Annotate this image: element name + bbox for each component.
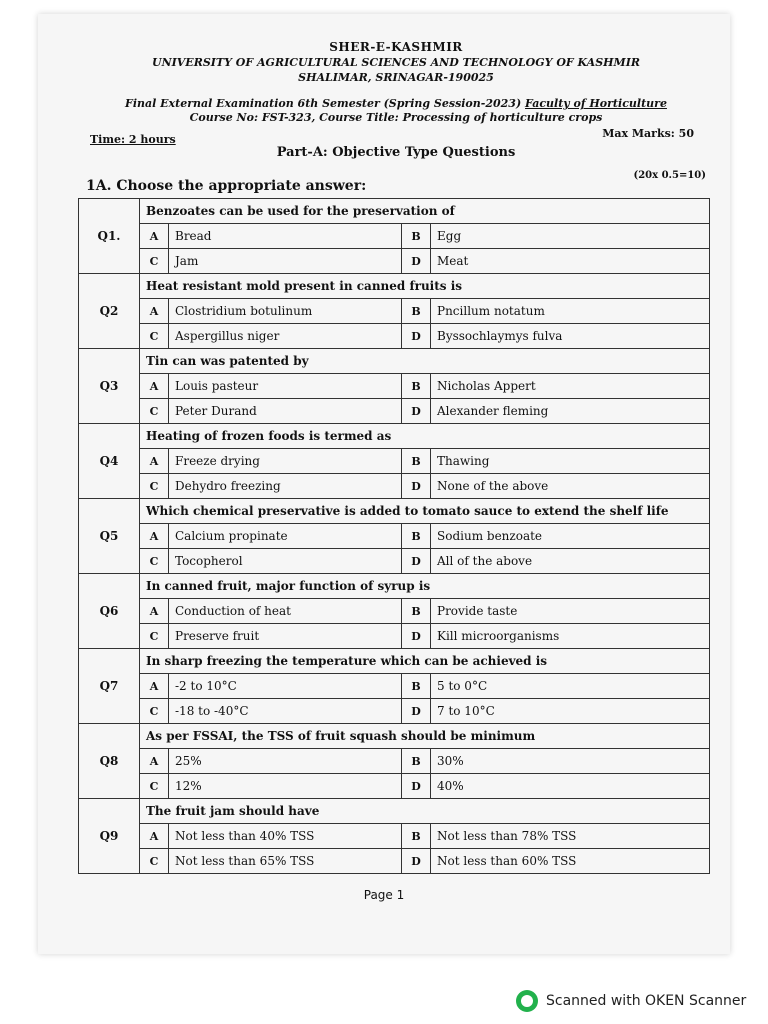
option-letter-b: B [402, 224, 431, 249]
section-row [76, 170, 716, 198]
option-letter-c: C [140, 624, 169, 649]
scanner-watermark [516, 990, 746, 1012]
question-number: Q4 [79, 424, 140, 499]
max-marks: Max Marks: 50 [602, 127, 694, 140]
option-row [79, 849, 710, 874]
option-letter-d: D [402, 849, 431, 874]
option-c: Not less than 65% TSS [169, 849, 402, 874]
question-text: Benzoates can be used for the preservation of [140, 199, 710, 224]
option-row [79, 524, 710, 549]
option-row [79, 674, 710, 699]
option-letter-d: D [402, 549, 431, 574]
option-row [79, 224, 710, 249]
option-letter-d: D [402, 249, 431, 274]
faculty-name: Faculty of Horticulture [525, 97, 667, 110]
option-letter-c: C [140, 774, 169, 799]
section-marks: (20x 0.5=10) [633, 170, 706, 181]
meta-row [76, 127, 716, 149]
option-b: 30% [431, 749, 710, 774]
question-number: Q2 [79, 274, 140, 349]
question-number: Q3 [79, 349, 140, 424]
option-letter-b: B [402, 374, 431, 399]
option-letter-a: A [140, 299, 169, 324]
question-text: The fruit jam should have [140, 799, 710, 824]
option-row [79, 449, 710, 474]
option-a: -2 to 10°C [169, 674, 402, 699]
option-letter-d: D [402, 699, 431, 724]
question-row [79, 274, 710, 299]
question-text: Heating of frozen foods is termed as [140, 424, 710, 449]
option-row [79, 299, 710, 324]
option-a: Calcium propinate [169, 524, 402, 549]
option-row [79, 549, 710, 574]
option-row [79, 399, 710, 424]
option-b: Thawing [431, 449, 710, 474]
exam-line: Final External Examination 6th Semester (Spring Session-2023) [125, 97, 522, 110]
option-b: Sodium benzoate [431, 524, 710, 549]
option-letter-b: B [402, 524, 431, 549]
option-c: -18 to -40°C [169, 699, 402, 724]
option-row [79, 824, 710, 849]
question-number: Q5 [79, 499, 140, 574]
option-letter-d: D [402, 774, 431, 799]
option-letter-a: A [140, 224, 169, 249]
option-letter-d: D [402, 474, 431, 499]
option-b: Not less than 78% TSS [431, 824, 710, 849]
university-address: SHALIMAR, SRINAGAR-190025 [298, 71, 494, 84]
exam-content [76, 40, 716, 874]
option-letter-b: B [402, 824, 431, 849]
option-c: Aspergillus niger [169, 324, 402, 349]
question-number: Q8 [79, 724, 140, 799]
option-row [79, 699, 710, 724]
option-d: Alexander fleming [431, 399, 710, 424]
questions-table [78, 198, 710, 874]
option-letter-d: D [402, 399, 431, 424]
option-letter-c: C [140, 549, 169, 574]
question-row [79, 724, 710, 749]
option-letter-a: A [140, 749, 169, 774]
option-letter-a: A [140, 674, 169, 699]
question-number: Q6 [79, 574, 140, 649]
question-text: In canned fruit, major function of syrup is [140, 574, 710, 599]
option-c: 12% [169, 774, 402, 799]
option-row [79, 249, 710, 274]
option-a: 25% [169, 749, 402, 774]
question-text: In sharp freezing the temperature which can be achieved is [140, 649, 710, 674]
course-line: Course No: FST-323, Course Title: Processing of horticulture crops [189, 111, 603, 124]
option-c: Dehydro freezing [169, 474, 402, 499]
option-letter-b: B [402, 749, 431, 774]
university-name-line1: SHER-E-KASHMIR [329, 40, 463, 54]
exam-time: Time: 2 hours [90, 133, 176, 146]
question-text: Tin can was patented by [140, 349, 710, 374]
option-d: Kill microorganisms [431, 624, 710, 649]
question-text: Heat resistant mold present in canned fruits is [140, 274, 710, 299]
option-letter-d: D [402, 624, 431, 649]
option-d: Not less than 60% TSS [431, 849, 710, 874]
part-title: Part-A: Objective Type Questions [276, 145, 516, 160]
option-d: Byssochlaymys fulva [431, 324, 710, 349]
option-row [79, 749, 710, 774]
option-a: Not less than 40% TSS [169, 824, 402, 849]
oken-scanner-logo-icon [516, 990, 538, 1012]
option-letter-a: A [140, 524, 169, 549]
exam-info [76, 97, 716, 125]
option-b: Nicholas Appert [431, 374, 710, 399]
scanner-text: Scanned with OKEN Scanner [546, 993, 747, 1009]
option-letter-a: A [140, 374, 169, 399]
option-row [79, 374, 710, 399]
option-b: Pncillum notatum [431, 299, 710, 324]
option-d: 7 to 10°C [431, 699, 710, 724]
option-b: Provide taste [431, 599, 710, 624]
question-row [79, 349, 710, 374]
option-letter-b: B [402, 299, 431, 324]
university-header [76, 40, 716, 85]
option-letter-a: A [140, 449, 169, 474]
option-letter-c: C [140, 399, 169, 424]
option-letter-a: A [140, 599, 169, 624]
option-a: Louis pasteur [169, 374, 402, 399]
question-number: Q7 [79, 649, 140, 724]
option-row [79, 599, 710, 624]
option-c: Tocopherol [169, 549, 402, 574]
option-d: All of the above [431, 549, 710, 574]
option-row [79, 474, 710, 499]
question-row [79, 649, 710, 674]
option-b: 5 to 0°C [431, 674, 710, 699]
question-text: Which chemical preservative is added to tomato sauce to extend the shelf life [140, 499, 710, 524]
option-row [79, 774, 710, 799]
option-row [79, 624, 710, 649]
option-d: Meat [431, 249, 710, 274]
option-letter-c: C [140, 699, 169, 724]
university-name-line2: UNIVERSITY OF AGRICULTURAL SCIENCES AND TECHNOLOGY OF KASHMIR [151, 56, 641, 69]
option-letter-c: C [140, 324, 169, 349]
question-number: Q9 [79, 799, 140, 874]
option-letter-c: C [140, 474, 169, 499]
option-c: Jam [169, 249, 402, 274]
option-letter-d: D [402, 324, 431, 349]
option-d: 40% [431, 774, 710, 799]
option-c: Peter Durand [169, 399, 402, 424]
question-text: As per FSSAI, the TSS of fruit squash should be minimum [140, 724, 710, 749]
question-row [79, 799, 710, 824]
question-row [79, 424, 710, 449]
option-letter-a: A [140, 824, 169, 849]
option-row [79, 324, 710, 349]
option-a: Bread [169, 224, 402, 249]
option-d: None of the above [431, 474, 710, 499]
option-letter-c: C [140, 849, 169, 874]
question-row [79, 574, 710, 599]
question-row [79, 499, 710, 524]
option-b: Egg [431, 224, 710, 249]
option-a: Conduction of heat [169, 599, 402, 624]
question-number: Q1. [79, 199, 140, 274]
option-letter-b: B [402, 674, 431, 699]
option-c: Preserve fruit [169, 624, 402, 649]
option-letter-c: C [140, 249, 169, 274]
option-letter-b: B [402, 449, 431, 474]
page-number: Page 1 [363, 888, 405, 902]
option-letter-b: B [402, 599, 431, 624]
option-a: Freeze drying [169, 449, 402, 474]
question-row [79, 199, 710, 224]
option-a: Clostridium botulinum [169, 299, 402, 324]
section-title: 1A. Choose the appropriate answer: [86, 178, 367, 194]
